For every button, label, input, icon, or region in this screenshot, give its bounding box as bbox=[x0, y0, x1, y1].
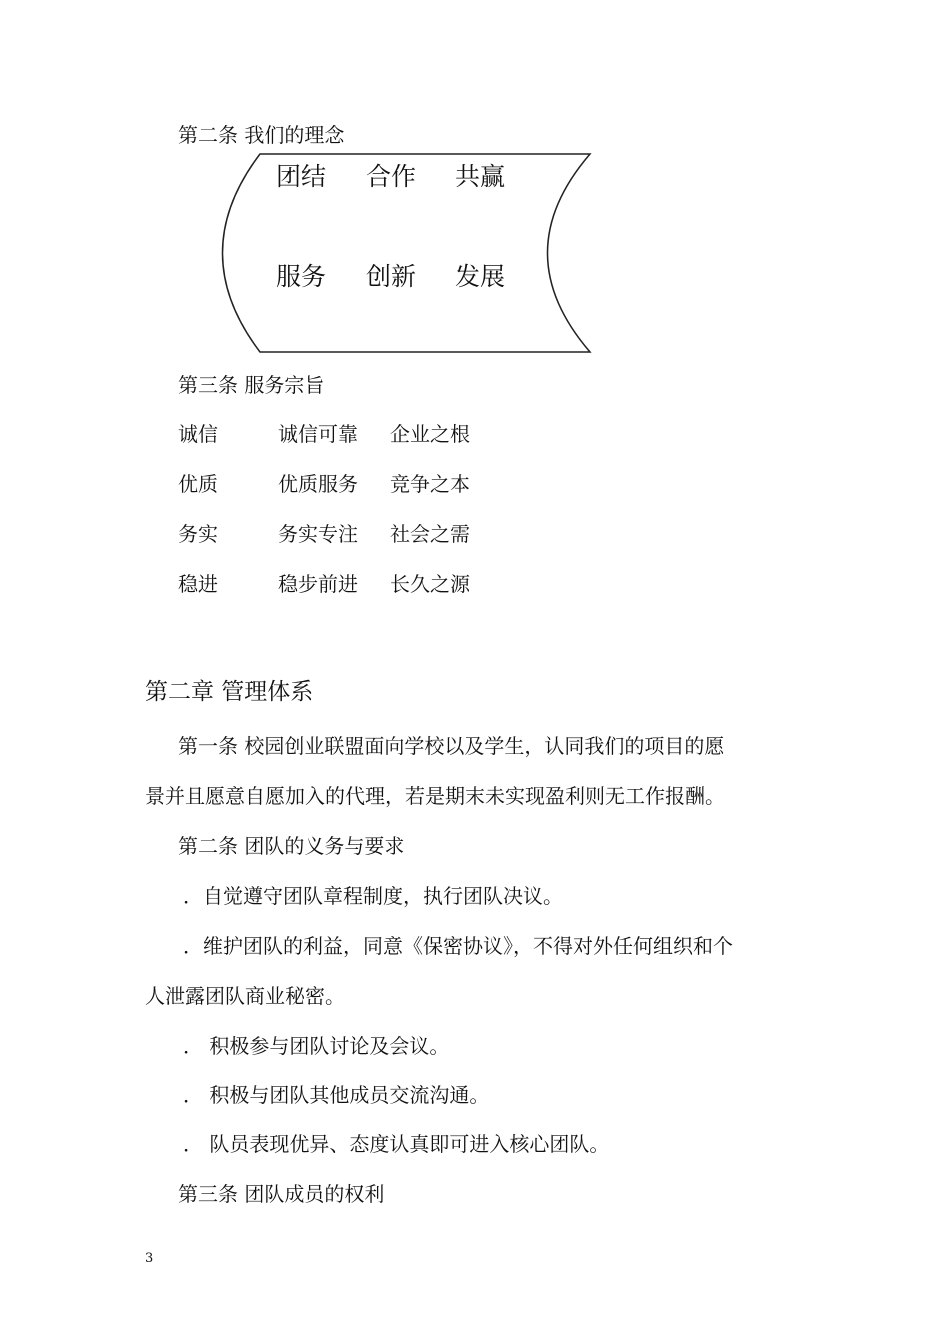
service-motto: 诚信可靠 bbox=[278, 422, 358, 446]
philosophy-word: 创新 bbox=[366, 262, 417, 291]
service-motto: 社会之需 bbox=[390, 522, 470, 546]
duty-item: ． 积极与团队其他成员交流沟通。 bbox=[183, 1083, 490, 1107]
article1-line2: 景并且愿意自愿加入的代理，若是期末未实现盈利则无工作报酬。 bbox=[145, 784, 725, 808]
page-number: 3 bbox=[145, 1251, 154, 1266]
service-key: 稳进 bbox=[178, 572, 218, 596]
service-motto: 稳步前进 bbox=[278, 572, 358, 596]
article1-line1: 第一条 校园创业联盟面向学校以及学生，认同我们的项目的愿 bbox=[178, 734, 725, 758]
philosophy-word: 共赢 bbox=[455, 162, 506, 191]
service-motto: 竞争之本 bbox=[390, 472, 470, 496]
duty-item: ．自觉遵守团队章程制度，执行团队决议。 bbox=[183, 884, 563, 908]
chapter-title: 第二章 管理体系 bbox=[145, 679, 314, 705]
duty-item: ．维护团队的利益，同意《保密协议》，不得对外任何组织和个 bbox=[183, 934, 733, 958]
philosophy-word: 合作 bbox=[366, 162, 417, 191]
philosophy-word: 团结 bbox=[276, 162, 327, 191]
duty-item: ． 队员表现优异、态度认真即可进入核心团队。 bbox=[183, 1132, 610, 1156]
service-key: 优质 bbox=[178, 472, 218, 496]
duty-item-continued: 人泄露团队商业秘密。 bbox=[145, 984, 345, 1008]
service-motto: 优质服务 bbox=[278, 472, 358, 496]
philosophy-word: 发展 bbox=[455, 262, 506, 291]
article3-heading: 第三条 服务宗旨 bbox=[178, 373, 325, 397]
duty-item: ． 积极参与团队讨论及会议。 bbox=[183, 1034, 450, 1058]
service-key: 务实 bbox=[178, 522, 218, 546]
article3-rights-heading: 第三条 团队成员的权利 bbox=[178, 1182, 385, 1206]
service-motto: 务实专注 bbox=[278, 522, 358, 546]
service-key: 诚信 bbox=[178, 422, 218, 446]
article2-duties-heading: 第二条 团队的义务与要求 bbox=[178, 834, 405, 858]
service-motto: 长久之源 bbox=[390, 572, 470, 596]
article2-heading: 第二条 我们的理念 bbox=[178, 123, 345, 147]
service-motto: 企业之根 bbox=[390, 422, 470, 446]
philosophy-word: 服务 bbox=[276, 262, 327, 291]
